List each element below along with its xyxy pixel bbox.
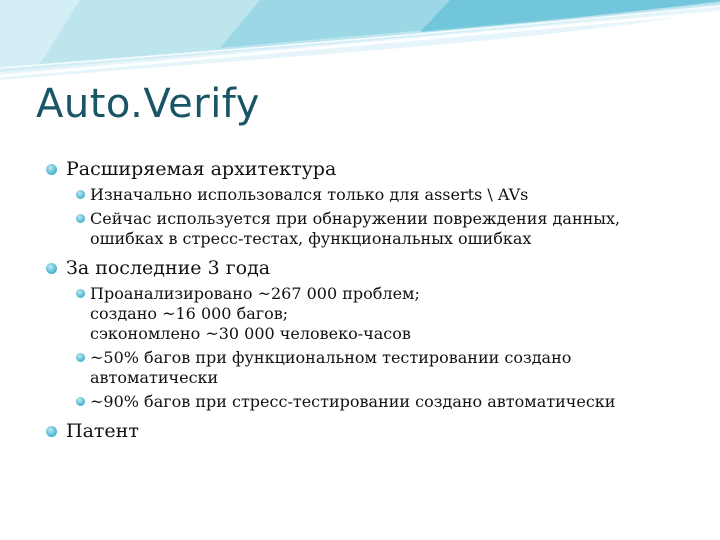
sub-bullet-line: Сейчас используется при обнаружении повреждения данных, [90, 209, 621, 228]
bullet-text: Расширяемая архитектура [66, 158, 337, 180]
sub-bullet-line: Проанализировано ~267 000 проблем; [90, 284, 420, 303]
bullet-text: За последние 3 года [66, 257, 271, 279]
bullet-icon [46, 164, 57, 175]
sub-bullet-list [66, 185, 706, 249]
bullet-item-last-3-years [46, 256, 706, 412]
sub-bullet-icon [76, 289, 85, 298]
bullet-item-patent [46, 419, 706, 443]
bullet-icon [46, 426, 57, 437]
bullet-icon [46, 263, 57, 274]
sub-bullet-line: Изначально использовался только для asserts \ AVs [90, 185, 529, 204]
sub-bullet-line: сэкономлено ~30 000 человеко-часов [90, 324, 411, 343]
sub-bullet-line: ~50% багов при функциональном тестировании создано [90, 348, 572, 367]
sub-bullet-icon [76, 214, 85, 223]
sub-bullet-icon [76, 190, 85, 199]
sub-bullet-item [66, 185, 706, 205]
sub-bullet-item [66, 348, 706, 388]
sub-bullet-item [66, 284, 706, 344]
sub-bullet-icon [76, 353, 85, 362]
sub-bullet-icon [76, 397, 85, 406]
bullet-list [46, 157, 706, 443]
sub-bullet-list [66, 284, 706, 412]
sub-bullet-line: создано ~16 000 багов; [90, 304, 289, 323]
bullet-text: Патент [66, 420, 139, 442]
sub-bullet-line: ошибках в стресс-тестах, функциональных ошибках [90, 229, 532, 248]
bullet-item-architecture [46, 157, 706, 249]
slide-title: Auto.Verify [36, 81, 260, 127]
sub-bullet-item [66, 209, 706, 249]
sub-bullet-line: ~90% багов при стресс-тестировании создано автоматически [90, 392, 616, 411]
sub-bullet-line: автоматически [90, 368, 219, 387]
sub-bullet-item [66, 392, 706, 412]
